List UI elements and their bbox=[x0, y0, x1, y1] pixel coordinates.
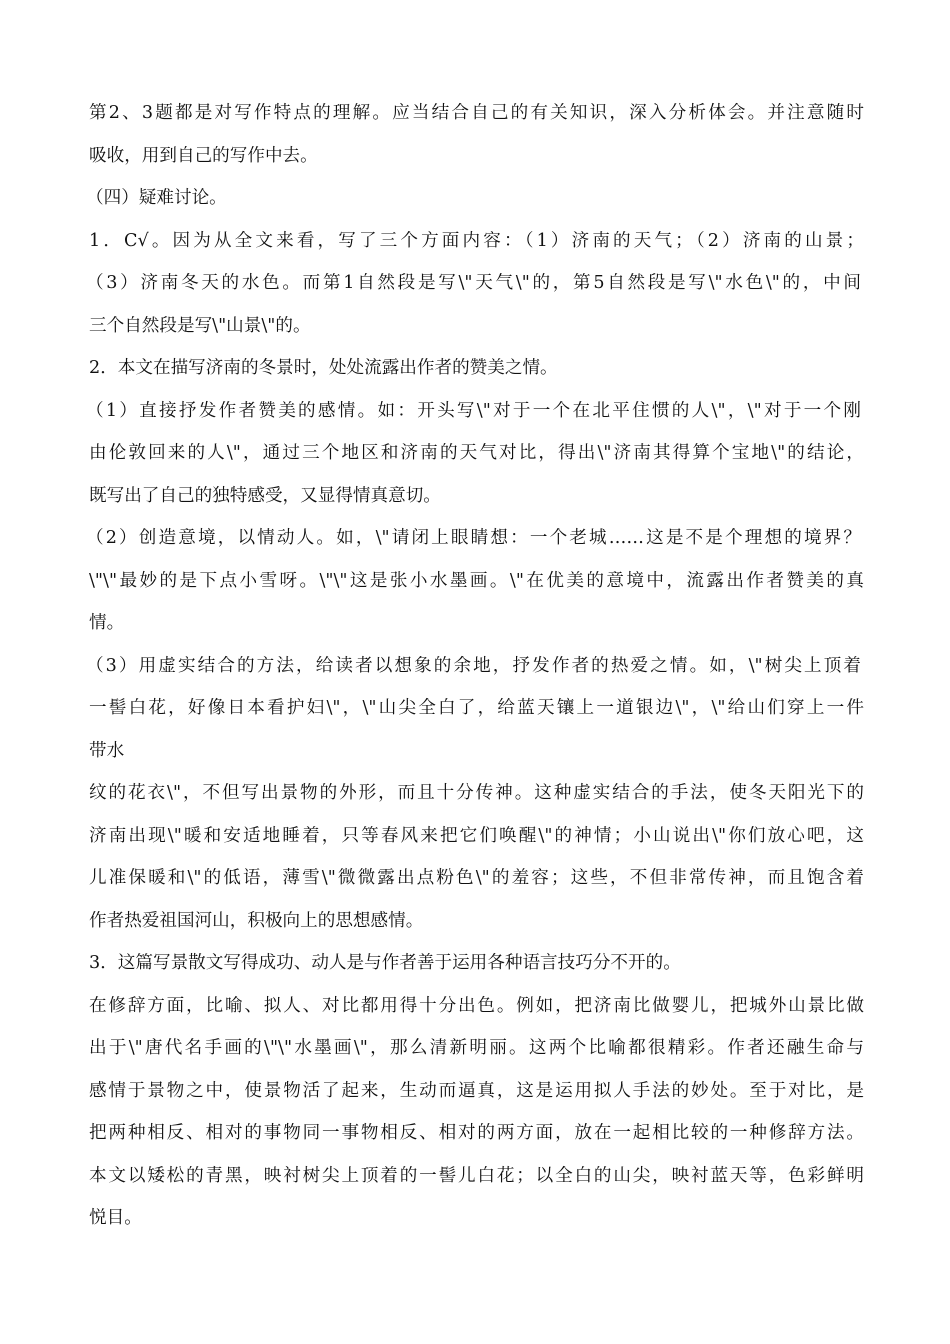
text-line: 济南出现\"暖和安适地睡着，只等春风来把它们唤醒\"的神情；小山说出\"你们放心吧，这 bbox=[89, 826, 864, 846]
text-line: 带水 bbox=[89, 741, 125, 761]
text-line: 儿准保暖和\"的低语，薄雪\"微微露出点粉色\"的羞容；这些，不但非常传神，而且饱含着 bbox=[89, 868, 864, 888]
text-line: （3）用虚实结合的方法，给读者以想象的余地，抒发作者的热爱之情。如，\"树尖上顶着 bbox=[86, 656, 861, 676]
text-line: （3）济南冬天的水色。而第1自然段是写\"天气\"的，第5自然段是写\"水色\"的，中间 bbox=[86, 273, 861, 293]
text-line: 纹的花衣\"，不但写出景物的外形，而且十分传神。这种虚实结合的手法，使冬天阳光下的 bbox=[89, 783, 864, 803]
text-line: 作者热爱祖国河山，积极向上的思想感情。 bbox=[89, 911, 424, 931]
text-line: 1．C√。因为从全文来看，写了三个方面内容：（1）济南的天气；（2）济南的山景； bbox=[89, 231, 864, 251]
text-line: 吸收，用到自己的写作中去。 bbox=[89, 146, 318, 166]
text-line: 3．这篇写景散文写得成功、动人是与作者善于运用各种语言技巧分不开的。 bbox=[89, 953, 681, 973]
text-line: 由伦敦回来的人\"，通过三个地区和济南的天气对比，得出\"济南其得算个宝地\"的结论， bbox=[89, 443, 864, 463]
text-line: 把两种相反、相对的事物同一事物相反、相对的两方面，放在一起相比较的一种修辞方法。 bbox=[89, 1123, 864, 1143]
section-heading: （四）疑难讨论。 bbox=[86, 188, 227, 208]
text-line: 出于\"唐代名手画的\"\"水墨画\"，那么清新明丽。这两个比喻都很精彩。作者还融生命与 bbox=[89, 1038, 864, 1058]
text-line: 2．本文在描写济南的冬景时，处处流露出作者的赞美之情。 bbox=[89, 358, 558, 378]
text-line: 悦目。 bbox=[89, 1208, 142, 1228]
text-line: 一髻白花，好像日本看护妇\"，\"山尖全白了，给蓝天镶上一道银边\"，\"给山们穿上一件 bbox=[89, 698, 864, 718]
text-line: 三个自然段是写\"山景\"的。 bbox=[89, 316, 311, 336]
text-line: 既写出了自己的独特感受，又显得情真意切。 bbox=[89, 486, 441, 506]
text-line: \"\"最妙的是下点小雪呀。\"\"这是张小水墨画。\"在优美的意境中，流露出作者赞美的真 bbox=[89, 571, 864, 591]
text-line: （2）创造意境，以情动人。如，\"请闭上眼睛想：一个老城……这是不是个理想的境界？ bbox=[86, 528, 861, 548]
text-line: （1）直接抒发作者赞美的感情。如：开头写\"对于一个在北平住惯的人\"，\"对于一个刚 bbox=[86, 401, 861, 421]
text-line: 感情于景物之中，使景物活了起来，生动而逼真，这是运用拟人手法的妙处。至于对比，是 bbox=[89, 1081, 864, 1101]
text-line: 情。 bbox=[89, 613, 125, 633]
text-line: 在修辞方面，比喻、拟人、对比都用得十分出色。例如，把济南比做婴儿，把城外山景比做 bbox=[89, 996, 864, 1016]
text-line: 第2、3题都是对写作特点的理解。应当结合自己的有关知识，深入分析体会。并注意随时 bbox=[89, 103, 864, 123]
text-line: 本文以矮松的青黑，映衬树尖上顶着的一髻儿白花；以全白的山尖，映衬蓝天等，色彩鲜明 bbox=[89, 1166, 864, 1186]
